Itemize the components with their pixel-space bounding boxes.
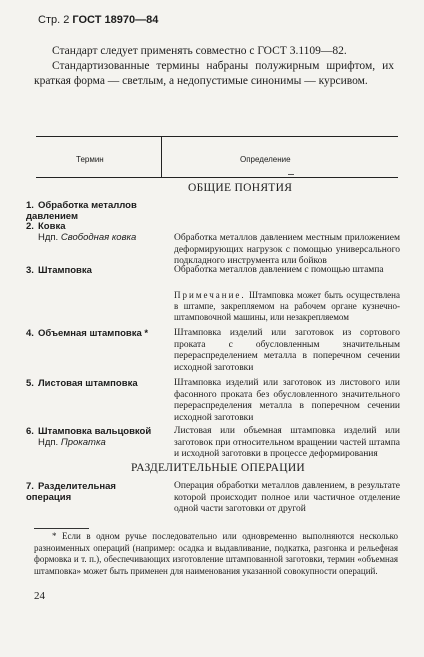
section-title-general: ОБЩИЕ ПОНЯТИЯ <box>188 182 293 194</box>
term-name: Штамповка вальцовкой <box>38 426 152 437</box>
term-cell <box>26 328 154 339</box>
term-name: Объемная штамповка * <box>38 328 149 339</box>
term-cell <box>26 200 154 222</box>
term-name: Ковка <box>38 221 66 232</box>
synonym-text: Прокатка <box>60 437 106 448</box>
term-synonym <box>26 232 154 243</box>
note-label: Примечание. <box>174 290 246 300</box>
synonym-prefix: Ндп. <box>38 437 59 448</box>
term-number: 5. <box>26 378 34 389</box>
term-number: 7. <box>26 481 34 492</box>
intro-text <box>34 44 394 89</box>
footnote-rule <box>34 528 89 529</box>
definition: Обработка металлов давлением с помощью штампа <box>174 265 384 275</box>
term-name: Листовая штамповка <box>38 378 138 389</box>
definition-note <box>174 290 400 323</box>
synonym-prefix: Ндп. <box>38 232 59 243</box>
term-name: Разделительная операция <box>26 481 116 503</box>
term-number: 6. <box>26 426 34 437</box>
page-number: 24 <box>34 590 45 602</box>
term-cell <box>26 426 154 448</box>
term-name: Обработка металлов давлением <box>26 200 137 222</box>
definition: Штамповка изделий или заготовок из сортового проката с обусловленным значительным перераспределением металла в поперечном сечении исходной заготовки <box>174 328 400 373</box>
definition: Обработка металлов давлением местным приложением деформирующих нагрузок с помощью универсального подкладного инструмента или бойков <box>174 233 400 266</box>
intro-paragraph-2: Стандартизованные термины набраны полужирным шрифтом, их краткая форма — светлым, а недопустимые синонимы — курсивом. <box>34 60 394 87</box>
term-cell <box>26 378 154 389</box>
term-cell <box>26 265 154 276</box>
footnote-text: * Если в одном ручье последовательно или одновременно выполняются несколько разноименных операций (например: осадка и выдавливание, подкатка, разгонка и рельефная формовка и т. п.), обеспечивающих изготовление штампованной заготовки, термин «объемная штамповка» может быть применен для наименования указанной совокупности операций. <box>34 531 398 576</box>
table-header <box>36 136 398 178</box>
mark-dash <box>288 174 294 175</box>
column-header-definition: Определение <box>240 155 291 164</box>
term-number: 1. <box>26 200 34 211</box>
term-number: 3. <box>26 265 34 276</box>
column-separator <box>161 137 162 177</box>
page-header <box>38 14 158 26</box>
definition: Штамповка изделий или заготовок из листового или фасонного проката без обусловленного значительного перераспределения металла в поперечном сечении исходной заготовки <box>174 378 400 423</box>
term-number: 4. <box>26 328 34 339</box>
standard-number: ГОСТ 18970—84 <box>72 14 159 26</box>
term-name: Штамповка <box>38 265 92 276</box>
footnote <box>34 531 398 577</box>
term-cell <box>26 221 154 243</box>
column-header-term: Термин <box>76 155 104 164</box>
section-title-separating: РАЗДЕЛИТЕЛЬНЫЕ ОПЕРАЦИИ <box>131 462 306 474</box>
intro-paragraph-1: Стандарт следует применять совместно с ГОСТ 3.1109—82. <box>52 45 347 57</box>
term-cell <box>26 481 154 503</box>
term-synonym <box>26 437 154 448</box>
page-prefix: Стр. 2 <box>38 14 70 26</box>
synonym-text: Свободная ковка <box>60 232 137 243</box>
definition: Листовая или объемная штамповка изделий или заготовок при относительном вращении частей штампа и исходной заготовки в процессе деформирования <box>174 426 400 459</box>
definition: Операция обработки металлов давлением, в результате которой происходит полное или частичное отделение одной части заготовки от другой <box>174 481 400 514</box>
note-text: Штамповка может быть осуществлена в штампе, закрепляемом на рабочем органе кузнечно-штамповочной машины, или незакрепляемом <box>174 290 400 322</box>
term-number: 2. <box>26 221 34 232</box>
